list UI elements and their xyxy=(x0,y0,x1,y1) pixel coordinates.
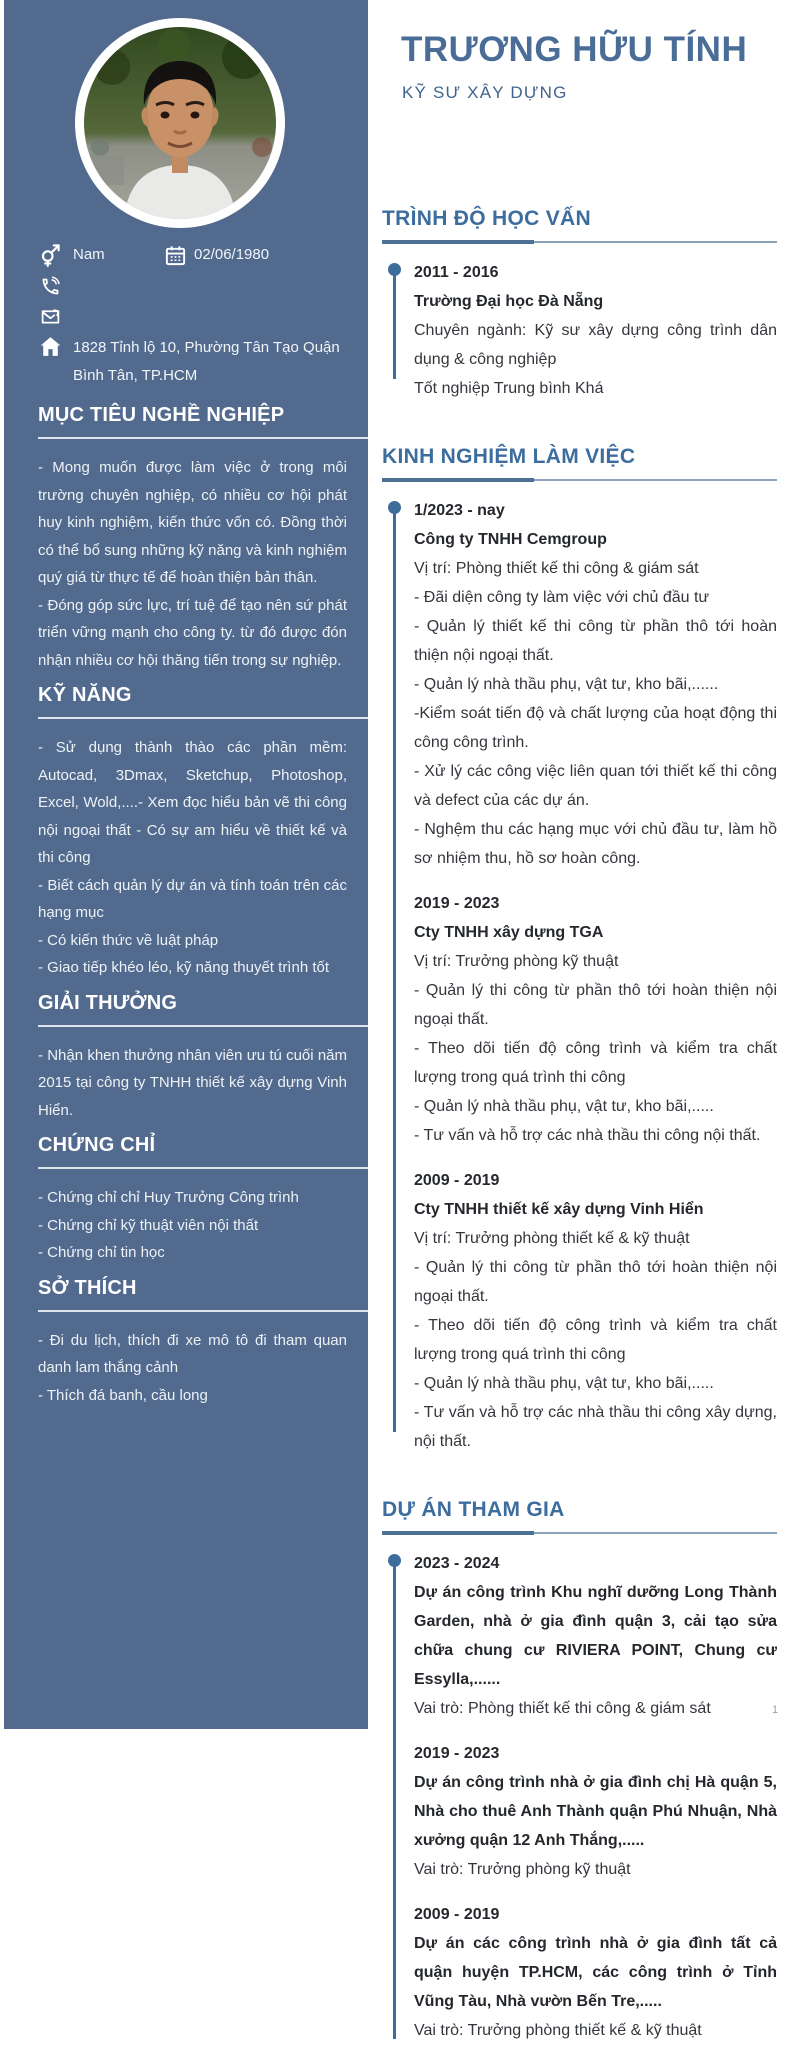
section-hobbies xyxy=(38,1277,368,1410)
heading-underline xyxy=(382,478,777,482)
project-entries xyxy=(368,1549,777,2045)
entry-period: 2009 - 2019 xyxy=(414,1906,500,1923)
home-icon xyxy=(38,334,63,359)
entry-bullet: - Theo dõi tiến độ công trình và kiểm tra chất lượng trong quá trình thi công xyxy=(414,1040,777,1086)
section-skills xyxy=(38,684,368,982)
page-number: 1 xyxy=(772,1704,779,1716)
timeline-line xyxy=(393,1563,396,2039)
certificate-item: - Chứng chỉ kỹ thuật viên nội thất xyxy=(38,1216,259,1234)
project-entry xyxy=(414,1549,777,1723)
projects-heading: DỰ ÁN THAM GIA xyxy=(382,1498,565,1521)
entry-bullet: - Xử lý các công việc liên quan tới thiết kế thi công và defect của các dự án. xyxy=(414,763,777,809)
entry-position: Vị trí: Phòng thiết kế thi công & giám sát xyxy=(414,560,699,577)
person-name: TRƯƠNG HỮU TÍNH xyxy=(401,30,748,69)
objective-paragraph: - Mong muốn được làm việc ở trong môi trường chuyên nghiệp, có nhiều cơ hội phát huy kinh nghiệm, kiến thức vốn có. Đồng thời có thể bổ sung những kỹ năng và kinh nghiệm quý giá từ thực tế để hoàn thiện bản thân. xyxy=(38,459,347,586)
profile-photo-ring xyxy=(75,18,285,228)
experience-heading: KINH NGHIỆM LÀM VIỆC xyxy=(382,445,636,468)
skills-paragraph: - Giao tiếp khéo léo, kỹ năng thuyết trình tốt xyxy=(38,959,330,976)
email-icon xyxy=(40,306,61,327)
section-projects xyxy=(368,1498,800,2045)
entry-bullet: - Tư vấn và hỗ trợ các nhà thầu thi công nội thất. xyxy=(414,1127,761,1144)
experience-entry xyxy=(414,496,777,873)
entry-company: Công ty TNHH Cemgroup xyxy=(414,531,607,548)
entry-period: 2009 - 2019 xyxy=(414,1172,500,1189)
skills-paragraph: - Biết cách quản lý dự án và tính toán trên các hạng mục xyxy=(38,876,347,921)
project-role: Vai trò: Trưởng phòng thiết kế & kỹ thuật xyxy=(414,2022,702,2039)
section-awards-title: GIẢI THƯỞNG xyxy=(38,991,178,1014)
hobby-item: - Thích đá banh, cầu long xyxy=(38,1386,208,1404)
section-skills-title: KỸ NĂNG xyxy=(38,684,132,706)
section-certificates-title: CHỨNG CHỈ xyxy=(38,1134,156,1156)
person-job-title: KỸ SƯ XÂY DỰNG xyxy=(402,83,568,102)
timeline-line xyxy=(393,510,396,1432)
entry-bullet: - Quản lý nhà thầu phụ, vật tư, kho bãi,..... xyxy=(414,1098,714,1115)
address-value: 1828 Tỉnh lộ 10, Phường Tân Tạo Quận Bình Tân, TP.HCM xyxy=(73,339,340,384)
entry-bullet: - Theo dõi tiến độ công trình và kiểm tra chất lượng trong quá trình thi công xyxy=(414,1317,777,1363)
section-hobbies-title: SỞ THÍCH xyxy=(38,1276,137,1299)
sidebar xyxy=(4,0,368,1729)
entry-bullet: - Quản lý thi công từ phần thô tới hoàn thiện nội ngoại thất. xyxy=(414,982,777,1028)
gender-icon xyxy=(38,242,64,268)
profile-photo xyxy=(84,27,276,219)
project-title: Dự án các công trình nhà ở gia đình tất cả quận huyện TP.HCM, các công trình ở Tỉnh Vũng Tàu, Nhà vườn Bến Tre,..... xyxy=(414,1935,777,2010)
entry-company: Cty TNHH thiết kế xây dựng Vinh Hiển xyxy=(414,1201,704,1218)
entry-bullet: - Quản lý nhà thầu phụ, vật tư, kho bãi,..... xyxy=(414,1375,714,1392)
birthday-value: 02/06/1980 xyxy=(194,246,270,263)
entry-detail: Tốt nghiệp Trung bình Khá xyxy=(414,380,604,397)
certificate-item: - Chứng chỉ chỉ Huy Trưởng Công trình xyxy=(38,1189,299,1206)
entry-company: Cty TNHH xây dựng TGA xyxy=(414,924,604,941)
entry-bullet: - Nghệm thu các hạng mục với chủ đầu tư, làm hồ sơ nhiệm thu, hồ sơ hoàn công. xyxy=(414,821,777,867)
entry-bullet: - Đãi diện công ty làm việc với chủ đầu tư xyxy=(414,589,710,606)
section-experience xyxy=(368,445,800,1456)
section-objective-title: MỤC TIÊU NGHỀ NGHIỆP xyxy=(38,404,285,426)
section-objective xyxy=(38,404,368,674)
section-education xyxy=(368,207,800,403)
experience-entry xyxy=(414,1166,777,1456)
calendar-icon xyxy=(164,244,187,267)
project-role: Vai trò: Trưởng phòng kỹ thuật xyxy=(414,1861,631,1878)
experience-entries xyxy=(368,496,777,1456)
entry-detail: Chuyên ngành: Kỹ sư xây dựng công trình dân dụng & công nghiệp xyxy=(414,322,777,368)
main-column xyxy=(368,0,800,2061)
project-entry xyxy=(414,1900,777,2045)
entry-school: Trường Đại học Đà Nẵng xyxy=(414,293,604,310)
project-entry xyxy=(414,1739,777,1884)
project-title: Dự án công trình Khu nghĩ dưỡng Long Thành Garden, nhà ở gia đình quận 3, cải tạo sửa chữa chung cư RIVIERA POINT, Chung cư Essylla,...... xyxy=(414,1584,777,1688)
education-heading: TRÌNH ĐỘ HỌC VẤN xyxy=(382,207,591,230)
timeline-line xyxy=(393,272,396,379)
section-underline xyxy=(38,1167,368,1169)
section-awards xyxy=(38,992,368,1125)
entry-period: 2023 - 2024 xyxy=(414,1555,500,1572)
education-entry xyxy=(414,258,777,403)
entry-bullet: - Quản lý thiết kế thi công từ phần thô tới hoàn thiện nội ngoại thất. xyxy=(414,618,777,664)
section-certificates xyxy=(38,1134,368,1267)
entry-bullet: - Quản lý nhà thầu phụ, vật tư, kho bãi,...... xyxy=(414,676,719,693)
skills-paragraph: - Sử dụng thành thào các phần mềm: Autocad, 3Dmax, Sketchup, Photoshop, Excel, Wold,....- Xem đọc hiểu bản vẽ thi công nội ngoại thất - Có sự am hiểu về thiết kế và thi công xyxy=(38,739,347,866)
objective-paragraph: - Đóng góp sức lực, trí tuệ để tạo nên sứ phát triển vững mạnh cho công ty. từ đó được đón nhận nhiều cơ hội thăng tiến trong sự nghiệp. xyxy=(38,596,347,669)
entry-period: 1/2023 - nay xyxy=(414,502,505,519)
heading-underline xyxy=(382,1531,777,1535)
entry-period: 2019 - 2023 xyxy=(414,895,500,912)
section-underline xyxy=(38,1025,368,1027)
phone-icon xyxy=(40,276,61,297)
entry-bullet: - Tư vấn và hỗ trợ các nhà thầu thi công xây dựng, nội thất. xyxy=(414,1404,777,1450)
project-title: Dự án công trình nhà ở gia đình chị Hà quận 5, Nhà cho thuê Anh Thành quận Phú Nhuận, Nhà xưởng quận 12 Anh Thắng,..... xyxy=(414,1774,777,1849)
education-entries xyxy=(368,258,777,403)
entry-period: 2019 - 2023 xyxy=(414,1745,500,1762)
entry-bullet: - Quản lý thi công từ phần thô tới hoàn thiện nội ngoại thất. xyxy=(414,1259,777,1305)
awards-paragraph: - Nhận khen thưởng nhân viên ưu tú cuối năm 2015 tại công ty TNHH thiết kế xây dựng Vinh Hiển. xyxy=(38,1046,347,1119)
hobby-item: - Đi du lịch, thích đi xe mô tô đi tham quan danh lam thắng cảnh xyxy=(38,1331,347,1376)
project-role: Vai trò: Phòng thiết kế thi công & giám sát xyxy=(414,1700,711,1717)
sidebar-sections xyxy=(38,404,368,1419)
entry-position: Vị trí: Trưởng phòng kỹ thuật xyxy=(414,953,619,970)
gender-value: Nam xyxy=(73,246,105,263)
skills-paragraph: - Có kiến thức về luật pháp xyxy=(38,931,219,949)
heading-underline xyxy=(382,240,777,244)
section-underline xyxy=(38,717,368,719)
entry-bullet: -Kiểm soát tiến độ và chất lượng của hoạt động thi công công trình. xyxy=(414,705,777,751)
certificate-item: - Chứng chỉ tin học xyxy=(38,1244,165,1261)
section-underline xyxy=(38,437,368,439)
entry-period: 2011 - 2016 xyxy=(414,264,499,281)
entry-position: Vị trí: Trưởng phòng thiết kế & kỹ thuật xyxy=(414,1230,690,1247)
section-underline xyxy=(38,1310,368,1312)
experience-entry xyxy=(414,889,777,1150)
